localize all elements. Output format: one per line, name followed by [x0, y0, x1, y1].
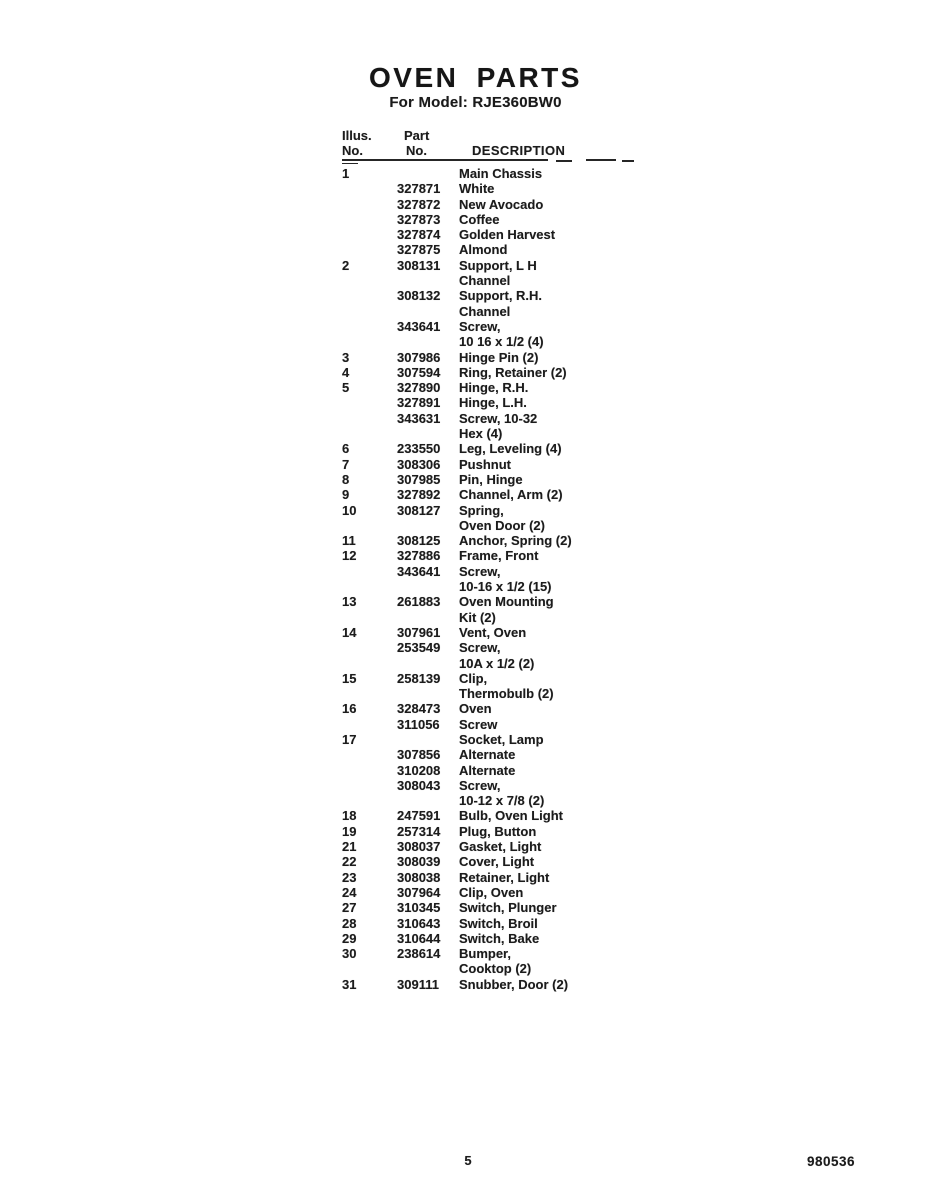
table-row [342, 717, 632, 732]
description-cell: Ring, Retainer (2) [459, 364, 567, 380]
part-no-cell: 327891 [397, 395, 441, 411]
illus-no-cell: 11 [342, 533, 356, 549]
part-no-cell: 308038 [397, 869, 441, 885]
part-no-cell: 327872 [397, 196, 441, 212]
illus-no-cell [342, 242, 397, 257]
part-no-cell: 238614 [397, 946, 441, 962]
header-part-no: No. [406, 143, 427, 158]
table-row [342, 426, 632, 441]
table-row [342, 579, 632, 594]
description-cell: Kit (2) [459, 609, 496, 625]
description-cell: Oven Door (2) [459, 517, 545, 533]
table-row [342, 441, 632, 456]
part-no-cell: 308043 [397, 777, 441, 793]
description-cell: Anchor, Spring (2) [459, 533, 572, 549]
part-no-cell [397, 686, 447, 701]
illus-no-cell [342, 197, 397, 212]
illus-no-cell [342, 304, 397, 319]
table-row [342, 732, 632, 747]
table-row [342, 824, 632, 839]
illus-no-cell [342, 793, 397, 808]
illus-no-cell [342, 564, 397, 579]
illus-no-cell: 18 [342, 808, 357, 824]
table-row [342, 931, 632, 946]
description-cell: Screw, [459, 318, 501, 334]
description-cell: White [459, 181, 495, 197]
rule-dash [586, 159, 616, 161]
part-no-cell: 307964 [397, 884, 441, 900]
rule-dash [622, 160, 634, 162]
table-row [342, 304, 632, 319]
description-cell: Switch, Bake [459, 930, 540, 946]
part-no-cell: 308131 [397, 257, 441, 273]
part-no-cell: 327875 [397, 242, 441, 258]
illus-no-cell [342, 640, 397, 655]
part-no-cell: 327874 [397, 227, 441, 243]
part-no-cell [397, 304, 447, 319]
illus-no-cell [342, 686, 397, 701]
part-no-cell: 343641 [397, 318, 441, 334]
header-description: DESCRIPTION [472, 143, 566, 158]
part-no-cell [397, 610, 447, 625]
table-row [342, 457, 632, 472]
part-no-cell: 308306 [397, 456, 441, 472]
description-cell: Screw, [459, 777, 501, 793]
illus-no-cell [342, 426, 397, 441]
illus-no-cell: 15 [342, 670, 357, 686]
description-cell: Golden Harvest [459, 227, 556, 243]
part-no-cell [397, 732, 447, 747]
description-cell: Oven Mounting [459, 594, 554, 610]
description-cell: Clip, Oven [459, 884, 524, 900]
table-row [342, 548, 632, 563]
table-row [342, 227, 632, 242]
description-cell: Support, R.H. [459, 288, 543, 304]
part-no-cell: 343631 [397, 410, 441, 426]
description-cell: Channel [459, 273, 511, 289]
table-row [342, 793, 632, 808]
table-row [342, 166, 632, 181]
part-no-cell: 310345 [397, 900, 441, 916]
illus-no-cell: 23 [342, 869, 357, 885]
part-no-cell: 327871 [397, 181, 441, 197]
description-cell: 10A x 1/2 (2) [459, 655, 535, 671]
document-header [0, 63, 951, 111]
part-no-cell: 247591 [397, 808, 441, 824]
description-cell: Channel, Arm (2) [459, 487, 563, 503]
header-part: Part [404, 128, 430, 143]
description-cell: Switch, Broil [459, 915, 538, 931]
illus-no-cell [342, 273, 397, 288]
table-row [342, 533, 632, 548]
part-no-cell: 307594 [397, 364, 441, 380]
page-number: 5 [464, 1153, 472, 1168]
table-row [342, 625, 632, 640]
doc-number: 980536 [807, 1154, 856, 1169]
table-row [342, 212, 632, 227]
part-no-cell [397, 166, 447, 181]
illus-no-cell: 27 [342, 900, 357, 916]
part-no-cell: 257314 [397, 823, 441, 839]
description-cell: 10-16 x 1/2 (15) [459, 579, 552, 595]
illus-no-cell: 4 [342, 364, 350, 380]
table-row [342, 763, 632, 778]
header-illus: Illus. [342, 128, 372, 143]
illus-no-cell [342, 411, 397, 426]
table-row [342, 747, 632, 762]
description-cell: Plug, Button [459, 823, 537, 839]
description-cell: Screw [459, 716, 498, 732]
illus-no-cell: 5 [342, 380, 350, 396]
description-cell: Frame, Front [459, 548, 539, 564]
illus-no-cell [342, 717, 397, 732]
table-row [342, 258, 632, 273]
illus-no-cell [342, 747, 397, 762]
illus-no-cell: 8 [342, 471, 350, 487]
description-cell: Screw, [459, 640, 501, 656]
description-cell: Cooktop (2) [459, 961, 532, 977]
illus-no-cell: 13 [342, 594, 357, 610]
illus-no-cell [342, 961, 397, 976]
table-header [342, 127, 632, 157]
description-cell: Vent, Oven [459, 624, 527, 640]
illus-no-cell: 17 [342, 731, 357, 747]
description-cell: Hinge, R.H. [459, 380, 529, 396]
table-row [342, 334, 632, 349]
part-no-cell [397, 961, 447, 976]
part-no-cell: 328473 [397, 701, 441, 717]
illus-no-cell: 19 [342, 823, 357, 839]
illus-no-cell [342, 288, 397, 303]
table-row [342, 961, 632, 976]
description-cell: Spring, [459, 502, 504, 518]
part-no-cell: 258139 [397, 670, 441, 686]
table-row [342, 503, 632, 518]
page-title: OVEN PARTS [369, 62, 582, 93]
illus-no-cell [342, 579, 397, 594]
illus-no-cell [342, 395, 397, 410]
table-row [342, 288, 632, 303]
illus-no-cell: 29 [342, 930, 357, 946]
table-row [342, 411, 632, 426]
part-no-cell: 308132 [397, 288, 441, 304]
table-row [342, 395, 632, 410]
table-row [342, 350, 632, 365]
part-no-cell: 309111 [397, 976, 439, 992]
part-no-cell: 307856 [397, 747, 441, 763]
description-cell: 10-12 x 7/8 (2) [459, 793, 545, 809]
description-cell: Hinge Pin (2) [459, 349, 539, 365]
rule-line [342, 159, 548, 161]
illus-no-cell: 28 [342, 915, 357, 931]
illus-no-cell: 3 [342, 349, 350, 365]
part-no-cell: 261883 [397, 594, 441, 610]
description-cell: Alternate [459, 747, 516, 763]
table-row [342, 656, 632, 671]
table-row [342, 854, 632, 869]
part-no-cell: 307985 [397, 471, 441, 487]
table-row [342, 273, 632, 288]
table-row [342, 518, 632, 533]
illus-no-cell [342, 212, 397, 227]
description-cell: Screw, 10-32 [459, 410, 538, 426]
part-no-cell: 310208 [397, 762, 441, 778]
table-row [342, 885, 632, 900]
illus-no-cell [342, 610, 397, 625]
illus-no-cell: 9 [342, 487, 350, 503]
illus-no-cell [342, 656, 397, 671]
illus-no-cell: 1 [342, 166, 350, 181]
illus-no-cell: 10 [342, 502, 357, 518]
illus-no-cell: 21 [342, 839, 357, 855]
description-cell: Bumper, [459, 946, 512, 962]
description-cell: Almond [459, 242, 508, 258]
illus-no-cell: 6 [342, 441, 350, 457]
header-illus-no: No. [342, 143, 363, 158]
table-row [342, 640, 632, 655]
description-cell: Gasket, Light [459, 839, 542, 855]
description-cell: Clip, [459, 670, 488, 686]
part-no-cell: 307986 [397, 349, 441, 365]
description-cell: 10 16 x 1/2 (4) [459, 334, 544, 350]
table-row [342, 197, 632, 212]
part-no-cell: 311056 [397, 716, 440, 732]
rule-dash [556, 160, 572, 162]
description-cell: Socket, Lamp [459, 731, 544, 747]
part-no-cell: 253549 [397, 640, 441, 656]
description-cell: Switch, Plunger [459, 900, 557, 916]
table-row [342, 242, 632, 257]
part-no-cell: 327890 [397, 380, 441, 396]
table-body [342, 166, 632, 992]
description-cell: Thermobulb (2) [459, 686, 554, 702]
illus-no-cell: 2 [342, 257, 350, 273]
illus-no-cell: 22 [342, 854, 357, 870]
part-no-cell: 308127 [397, 502, 441, 518]
header-rule [342, 157, 632, 165]
description-cell: Hinge, L.H. [459, 395, 527, 411]
description-cell: Pushnut [459, 456, 511, 472]
model-subtitle: For Model: RJE360BW0 [389, 94, 562, 111]
description-cell: Hex (4) [459, 426, 503, 442]
part-no-cell: 327886 [397, 548, 441, 564]
illus-no-cell: 16 [342, 701, 357, 717]
table-row [342, 808, 632, 823]
table-row [342, 610, 632, 625]
table-row [342, 686, 632, 701]
description-cell: Support, L H [459, 257, 537, 273]
illus-no-cell [342, 334, 397, 349]
table-row [342, 870, 632, 885]
illus-no-cell: 31 [342, 976, 357, 992]
part-no-cell: 308125 [397, 533, 441, 549]
part-no-cell [397, 518, 447, 533]
rule-stub [342, 163, 358, 164]
description-cell: Alternate [459, 762, 516, 778]
table-row [342, 319, 632, 334]
description-cell: Snubber, Door (2) [459, 976, 569, 992]
illus-no-cell [342, 319, 397, 334]
parts-table [342, 127, 632, 992]
part-no-cell [397, 334, 447, 349]
description-cell: Oven [459, 701, 492, 717]
part-no-cell: 310644 [397, 930, 441, 946]
table-row [342, 594, 632, 609]
illus-no-cell: 14 [342, 624, 357, 640]
part-no-cell [397, 273, 447, 288]
description-cell: Screw, [459, 563, 501, 579]
part-no-cell [397, 793, 447, 808]
part-no-cell: 327892 [397, 487, 441, 503]
description-cell: Main Chassis [459, 166, 543, 181]
table-row [342, 380, 632, 395]
table-row [342, 946, 632, 961]
description-cell: Coffee [459, 211, 500, 227]
part-no-cell: 308037 [397, 839, 441, 855]
illus-no-cell: 24 [342, 884, 357, 900]
part-no-cell: 327873 [397, 211, 441, 227]
table-row [342, 472, 632, 487]
part-no-cell [397, 579, 447, 594]
table-row [342, 365, 632, 380]
table-row [342, 701, 632, 716]
part-no-cell: 233550 [397, 441, 441, 457]
table-row [342, 671, 632, 686]
illus-no-cell [342, 518, 397, 533]
table-row [342, 181, 632, 196]
illus-no-cell: 12 [342, 548, 357, 564]
description-cell: Pin, Hinge [459, 471, 523, 487]
part-no-cell: 308039 [397, 854, 441, 870]
description-cell: New Avocado [459, 196, 544, 212]
table-row [342, 916, 632, 931]
table-row [342, 900, 632, 915]
illus-no-cell [342, 778, 397, 793]
description-cell: Cover, Light [459, 854, 535, 870]
illus-no-cell [342, 227, 397, 242]
part-no-cell [397, 426, 447, 441]
illus-no-cell [342, 763, 397, 778]
part-no-cell [397, 656, 447, 671]
part-no-cell: 307961 [397, 624, 441, 640]
table-row [342, 564, 632, 579]
illus-no-cell: 7 [342, 456, 350, 472]
table-row [342, 977, 632, 992]
description-cell: Leg, Leveling (4) [459, 441, 562, 457]
description-cell: Retainer, Light [459, 869, 550, 885]
part-no-cell: 310643 [397, 915, 441, 931]
table-row [342, 778, 632, 793]
table-row [342, 487, 632, 502]
illus-no-cell [342, 181, 397, 196]
description-cell: Channel [459, 303, 511, 319]
description-cell: Bulb, Oven Light [459, 808, 563, 824]
table-row [342, 839, 632, 854]
part-no-cell: 343641 [397, 563, 441, 579]
illus-no-cell: 30 [342, 946, 357, 962]
